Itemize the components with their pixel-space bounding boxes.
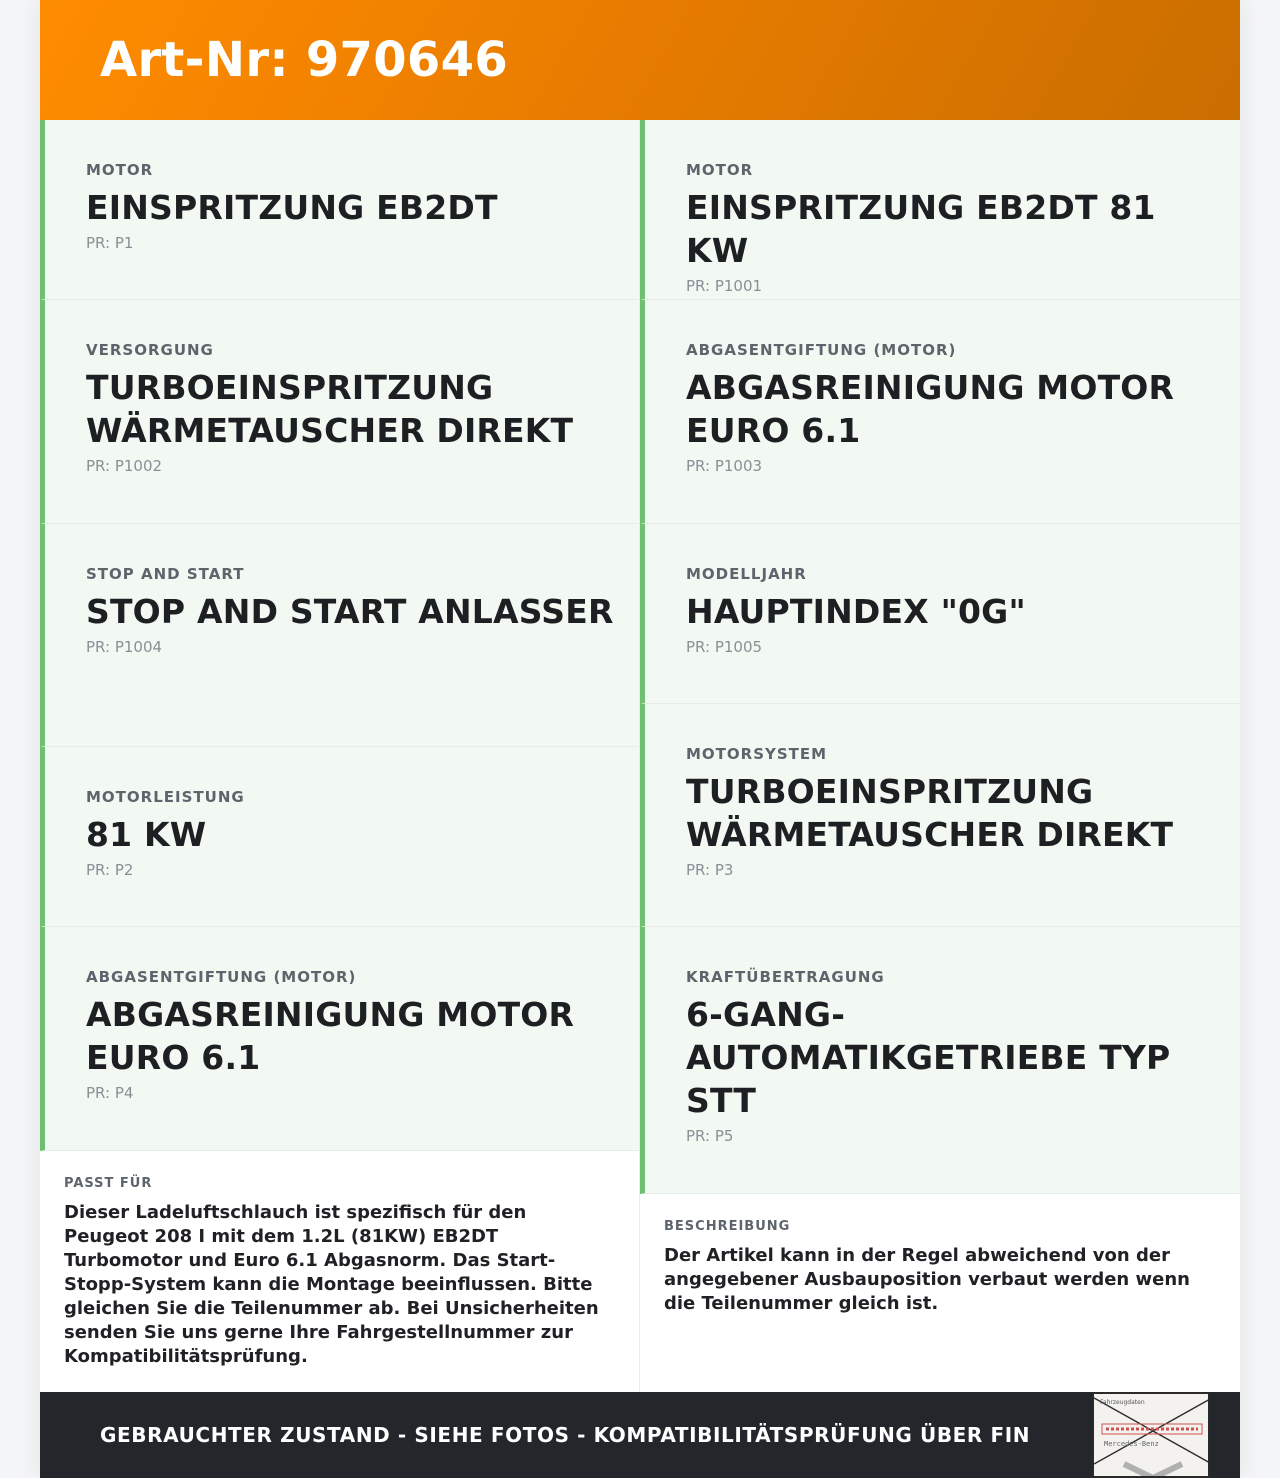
article-number-title: Art-Nr: 970646 <box>100 32 509 88</box>
header <box>40 0 1240 120</box>
document-stamp-image <box>1092 1392 1210 1478</box>
stamp-graphic <box>1094 1394 1210 1478</box>
spec-value: STOP AND START ANLASSER <box>86 592 614 631</box>
spec-value: HAUPTINDEX "0G" <box>686 592 1026 631</box>
spec-label: MOTOR <box>86 161 154 179</box>
spec-card <box>40 524 639 747</box>
fits-section <box>40 1151 639 1392</box>
spec-value: EINSPRITZUNG EB2DT 81 KW <box>686 188 1156 270</box>
spec-value: TURBOEINSPRITZUNG WÄRMETAUSCHER DIREKT <box>686 772 1174 854</box>
spec-code: PR: P5 <box>686 1127 734 1145</box>
spec-card <box>40 747 639 927</box>
spec-value: ABGASREINIGUNG MOTOR EURO 6.1 <box>86 995 575 1077</box>
spec-card <box>40 120 639 300</box>
spec-value: 6-GANG-AUTOMATIKGETRIEBE TYP STT <box>686 995 1171 1120</box>
spec-code: PR: P1002 <box>86 457 163 475</box>
spec-label: ABGASENTGIFTUNG (MOTOR) <box>686 341 957 359</box>
spec-label: KRAFTÜBERTRAGUNG <box>686 968 885 986</box>
spec-card <box>640 524 1240 704</box>
spec-code: PR: P4 <box>86 1084 134 1102</box>
stamp-text-brand: Mercedes-Benz <box>1104 1440 1159 1448</box>
spec-value: 81 KW <box>86 815 207 854</box>
spec-columns <box>40 120 1240 1392</box>
description-text: Der Artikel kann in der Regel abweichend von der angegebener Ausbauposition verbaut werden wenn die Teilenummer gleich ist. <box>664 1245 1190 1314</box>
description-label: BESCHREIBUNG <box>664 1219 791 1234</box>
spec-card <box>640 300 1240 524</box>
spec-label: STOP AND START <box>86 565 245 583</box>
spec-label: MOTORSYSTEM <box>686 745 828 763</box>
spec-column-left <box>40 120 640 1392</box>
spec-code: PR: P1001 <box>686 277 763 295</box>
product-sheet <box>40 0 1240 1478</box>
spec-value: ABGASREINIGUNG MOTOR EURO 6.1 <box>686 368 1175 450</box>
spec-label: MOTORLEISTUNG <box>86 788 245 806</box>
footer-text: GEBRAUCHTER ZUSTAND - SIEHE FOTOS - KOMPATIBILITÄTSPRÜFUNG ÜBER FIN <box>100 1423 1031 1447</box>
spec-card <box>640 927 1240 1194</box>
spec-code: PR: P2 <box>86 861 134 879</box>
spec-value: TURBOEINSPRITZUNG WÄRMETAUSCHER DIREKT <box>86 368 574 450</box>
spec-label: VERSORGUNG <box>86 341 214 359</box>
spec-code: PR: P1004 <box>86 638 163 656</box>
stamp-text-top: Fahrzeugdaten <box>1100 1399 1145 1406</box>
spec-card <box>640 704 1240 927</box>
spec-label: MODELLJAHR <box>686 565 807 583</box>
description-section <box>640 1194 1240 1392</box>
fits-label: PASST FÜR <box>64 1176 153 1191</box>
spec-code: PR: P1005 <box>686 638 763 656</box>
spec-value: EINSPRITZUNG EB2DT <box>86 188 498 227</box>
spec-card <box>40 300 639 524</box>
spec-card <box>40 927 639 1151</box>
spec-code: PR: P1003 <box>686 457 763 475</box>
spec-label: ABGASENTGIFTUNG (MOTOR) <box>86 968 357 986</box>
spec-column-right <box>640 120 1240 1392</box>
spec-label: MOTOR <box>686 161 754 179</box>
spec-code: PR: P1 <box>86 234 134 252</box>
fits-text: Dieser Ladeluftschlauch ist spezifisch für den Peugeot 208 I mit dem 1.2L (81KW) EB2DT Turbomotor und Euro 6.1 Abgasnorm. Das Start-Stopp-System kann die Montage beeinflussen. Bitte gleichen Sie die Teilenummer ab. Bei Unsicherheiten senden Sie uns gerne Ihre Fahrgestellnummer zur Kompatibilitätsprüfung. <box>64 1202 599 1367</box>
spec-code: PR: P3 <box>686 861 734 879</box>
footer-bar <box>40 1392 1240 1478</box>
spec-card <box>640 120 1240 300</box>
